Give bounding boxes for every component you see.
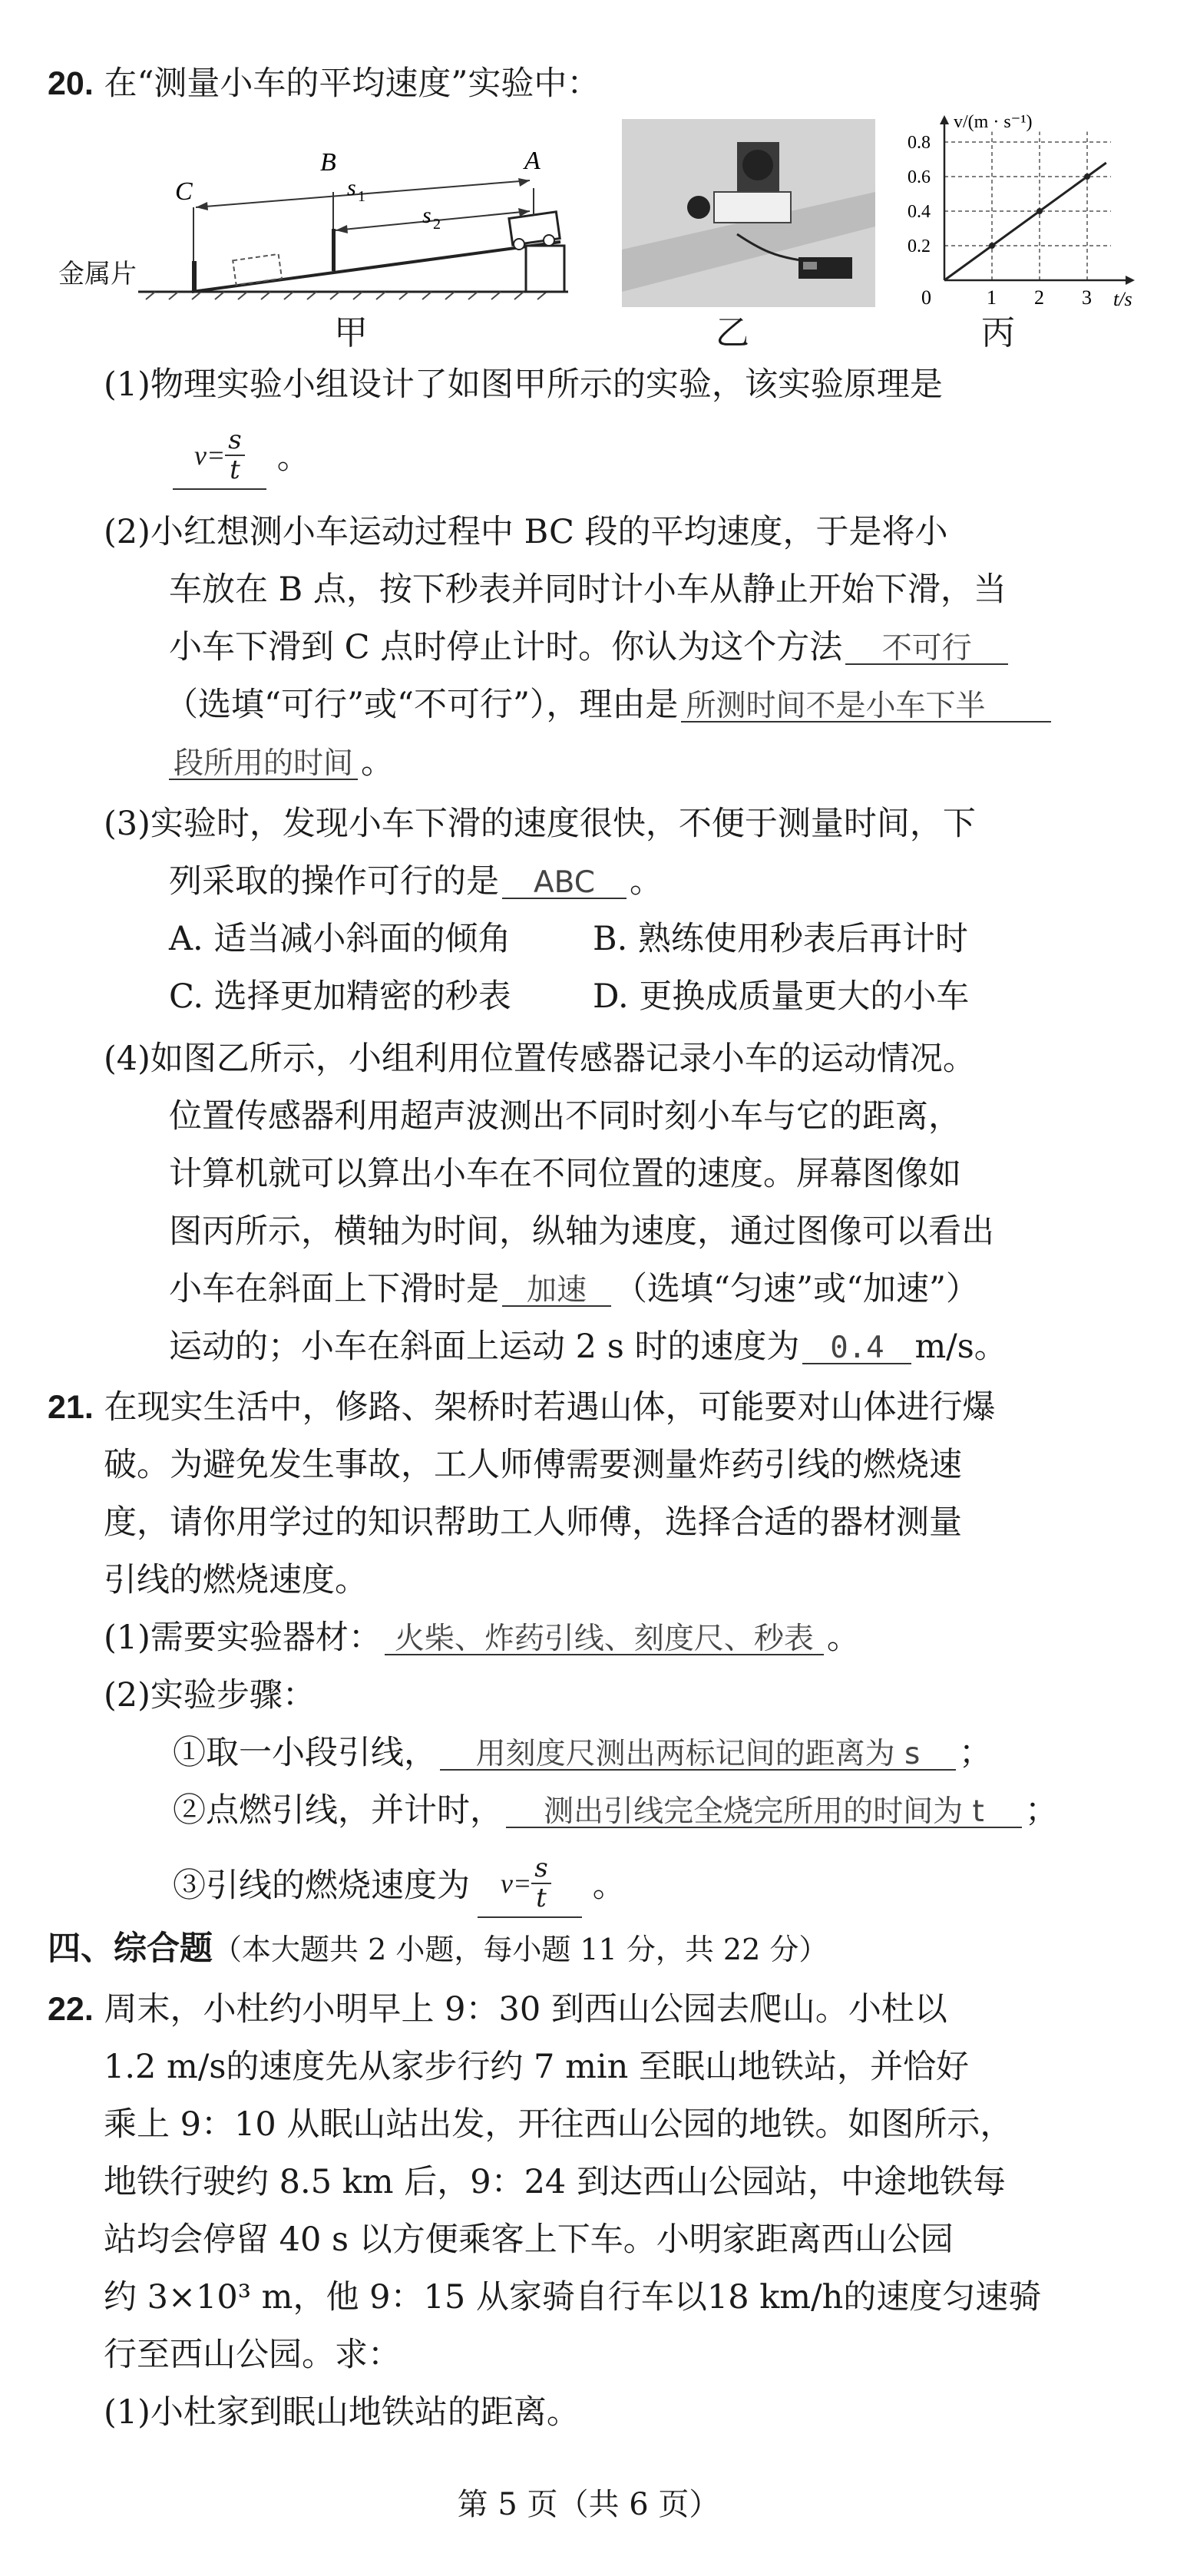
formula-fraction — [225, 426, 244, 485]
q21-line4: 引线的燃烧速度。 — [104, 1561, 368, 1599]
formula-numerator: s — [225, 426, 244, 456]
x-tick-label: 2 — [1034, 286, 1044, 309]
q20-part4-line5 — [169, 1270, 979, 1308]
q21-step1 — [173, 1734, 992, 1772]
q20-part3-line2-text: 列采取的操作可行的是 — [169, 862, 499, 901]
q20-part4-unit: m/s。 — [914, 1328, 1007, 1366]
q20-part1-blank — [173, 426, 266, 490]
q21-step3-blank — [478, 1854, 582, 1918]
q20-part2-answer1: 不可行 — [845, 633, 1008, 665]
q21-line2: 破。为避免发生事故，工人师傅需要测量炸药引线的燃烧速 — [104, 1446, 962, 1484]
q20-part3-line1: (3)实验时，发现小车下滑的速度很快，不便于测量时间，下 — [104, 805, 976, 843]
figure-b-caption: 乙 — [716, 313, 749, 352]
section4-title: 四、综合题 — [48, 1930, 213, 1968]
q20-part2-end: 。 — [361, 743, 395, 782]
figure-c-caption: 丙 — [981, 313, 1015, 352]
figure-a-caption: 甲 — [334, 313, 368, 352]
q21-step1-text: ①取一小段引线， — [173, 1734, 437, 1772]
y-tick-label: 0.8 — [908, 133, 931, 153]
q20-part4-line5-tail: （选填“匀速”或“加速”） — [614, 1270, 979, 1308]
x-tick-label: 0 — [921, 286, 931, 309]
velocity-point — [989, 243, 995, 249]
q20-option-d: D. 更换成质量更大的小车 — [593, 977, 970, 1016]
point-a-label: A — [524, 147, 541, 175]
metal-plate-label: 金属片 — [58, 259, 137, 289]
q22-line1 — [48, 1990, 947, 2029]
q21-part1 — [104, 1619, 860, 1657]
formula-denominator: t — [230, 455, 240, 486]
q20-part4-line2: 位置传感器利用超声波测出不同时刻小车与它的距离， — [169, 1097, 961, 1136]
q21-step1-answer: 用刻度尺测出两标记间的距离为 s — [440, 1739, 956, 1771]
q20-part2-answer2b: 段所用的时间 — [169, 749, 358, 780]
q20-part4-line5-text: 小车在斜面上下滑时是 — [169, 1270, 499, 1308]
q20-part4-line4: 图丙所示，横轴为时间，纵轴为速度，通过图像可以看出 — [169, 1212, 994, 1251]
q21-step3 — [173, 1854, 626, 1918]
q20-part2-line3 — [169, 628, 1011, 666]
q20-part4-line3: 计算机就可以算出小车在不同位置的速度。屏幕图像如 — [169, 1155, 961, 1193]
q22-line2: 1.2 m/s的速度先从家步行约 7 min 至眠山地铁站，并恰好 — [104, 2048, 969, 2086]
vt-grid — [944, 132, 1111, 281]
q20-part2-answer2a: 所测时间不是小车下半 — [681, 691, 1051, 723]
q20-part2-line2: 车放在 B 点，按下秒表并同时计小车从静止开始下滑，当 — [169, 570, 1007, 609]
x-tick-label: 3 — [1082, 286, 1092, 309]
q20-number: 20. — [48, 65, 94, 102]
x-tick-label: 1 — [987, 286, 997, 309]
s1-label: s — [347, 175, 356, 200]
q21-part1-end: 。 — [826, 1619, 860, 1657]
y-tick-label: 0.2 — [908, 236, 931, 256]
q22-line6: 约 3×10³ m，他 9：15 从家骑自行车以18 km/h的速度匀速骑 — [104, 2278, 1042, 2316]
q20-part4-answer2: 0.4 — [802, 1333, 911, 1364]
q21-step2 — [173, 1791, 1058, 1830]
y-tick-label: 0.4 — [908, 202, 931, 222]
q20-part4-answer1: 加速 — [502, 1275, 611, 1307]
q21-step3-text: ③引线的燃烧速度为 — [173, 1866, 470, 1905]
velocity-point — [1084, 174, 1090, 180]
q22-line7: 行至西山公园。求： — [104, 2336, 401, 2374]
velocity-line — [944, 163, 1106, 280]
q21-step1-end: ； — [959, 1734, 992, 1772]
section4-note: （本大题共 2 小题，每小题 11 分，共 22 分） — [213, 1933, 828, 1966]
q21-step3-end: 。 — [592, 1866, 626, 1905]
q20-part3-answer: ABC — [502, 868, 627, 899]
x-axis-label: t/s — [1113, 288, 1132, 310]
q21-step2-answer: 测出引线完全烧完所用的时间为 t — [506, 1797, 1022, 1828]
q20-part1: (1)物理实验小组设计了如图甲所示的实验，该实验原理是 — [104, 365, 943, 404]
q21-line1-text: 在现实生活中，修路、架桥时若遇山体，可能要对山体进行爆 — [104, 1388, 996, 1427]
s2-label: s — [422, 203, 431, 228]
y-tick-label: 0.6 — [908, 167, 931, 187]
q21-formula-numerator: s — [531, 1854, 550, 1884]
q20-option-c: C. 选择更加精密的秒表 — [169, 977, 511, 1016]
q21-number: 21. — [48, 1389, 94, 1426]
q20-option-b: B. 熟练使用秒表后再计时 — [593, 920, 968, 958]
q20-stem — [48, 64, 600, 103]
q20-part2-line3-text: 小车下滑到 C 点时停止计时。你认为这个方法 — [169, 628, 843, 666]
q20-part4-line1: (4)如图乙所示，小组利用位置传感器记录小车的运动情况。 — [104, 1040, 976, 1078]
point-c-label: C — [175, 177, 193, 206]
q21-part1-text: (1)需要实验器材： — [104, 1619, 382, 1657]
q21-formula-fraction — [531, 1854, 550, 1913]
figure-incline — [92, 115, 584, 315]
figure-sensor-photo — [622, 119, 875, 307]
s1-subscript: 1 — [358, 188, 365, 205]
q21-line3: 度，请你用学过的知识帮助工人师傅，选择合适的器材测量 — [104, 1503, 962, 1542]
q21-step2-end: ； — [1025, 1791, 1058, 1830]
page-footer: 第 5 页（共 6 页） — [457, 2487, 720, 2522]
q21-step2-text: ②点燃引线，并计时， — [173, 1791, 503, 1830]
q20-part2-line4 — [165, 686, 1054, 724]
q21-part2: (2)实验步骤： — [104, 1676, 316, 1715]
q22-part1: (1)小杜家到眠山地铁站的距离。 — [104, 2393, 580, 2432]
q20-part3-line2 — [169, 862, 663, 901]
q20-part4-line6 — [169, 1328, 1007, 1366]
velocity-point — [1036, 208, 1043, 214]
q20-part2-line4-text: （选填“可行”或“不可行”），理由是 — [165, 686, 679, 724]
y-axis-label: v/(m · s⁻¹) — [954, 112, 1033, 132]
q20-stem-text: 在“测量小车的平均速度”实验中： — [104, 64, 600, 103]
q22-line5: 站均会停留 40 s 以方便乘客上下车。小明家距离西山公园 — [104, 2221, 954, 2259]
q20-part2-line1: (2)小红想测小车运动过程中 BC 段的平均速度，于是将小 — [104, 513, 948, 551]
q22-line1-text: 周末，小杜约小明早上 9：30 到西山公园去爬山。小杜以 — [104, 1990, 947, 2029]
q21-part1-answer: 火柴、炸药引线、刻度尺、秒表 — [385, 1624, 824, 1655]
point-b-label: B — [320, 148, 336, 177]
q20-part1-answer — [173, 426, 310, 490]
section4-heading — [48, 1930, 828, 1968]
q20-option-a: A. 适当减小斜面的倾角 — [169, 920, 511, 958]
q22-number: 22. — [48, 1991, 94, 2028]
s2-subscript: 2 — [433, 216, 441, 233]
q21-formula-v: v= — [501, 1868, 532, 1900]
q22-line4: 地铁行驶约 8.5 km 后，9：24 到达西山公园站，中途地铁每 — [104, 2163, 1006, 2201]
q21-formula-denominator: t — [536, 1883, 547, 1914]
q20-part3-end: 。 — [630, 862, 663, 901]
formula-v: v= — [194, 440, 226, 471]
q20-part1-end: 。 — [276, 438, 310, 477]
q22-line3: 乘上 9：10 从眠山站出发，开往西山公园的地铁。如图所示， — [104, 2105, 1013, 2144]
q21-line1 — [48, 1388, 996, 1427]
figure-vt-graph — [898, 107, 1152, 315]
q20-part4-line6-text: 运动的；小车在斜面上运动 2 s 时的速度为 — [169, 1328, 800, 1366]
q20-part2-line5 — [169, 743, 395, 782]
